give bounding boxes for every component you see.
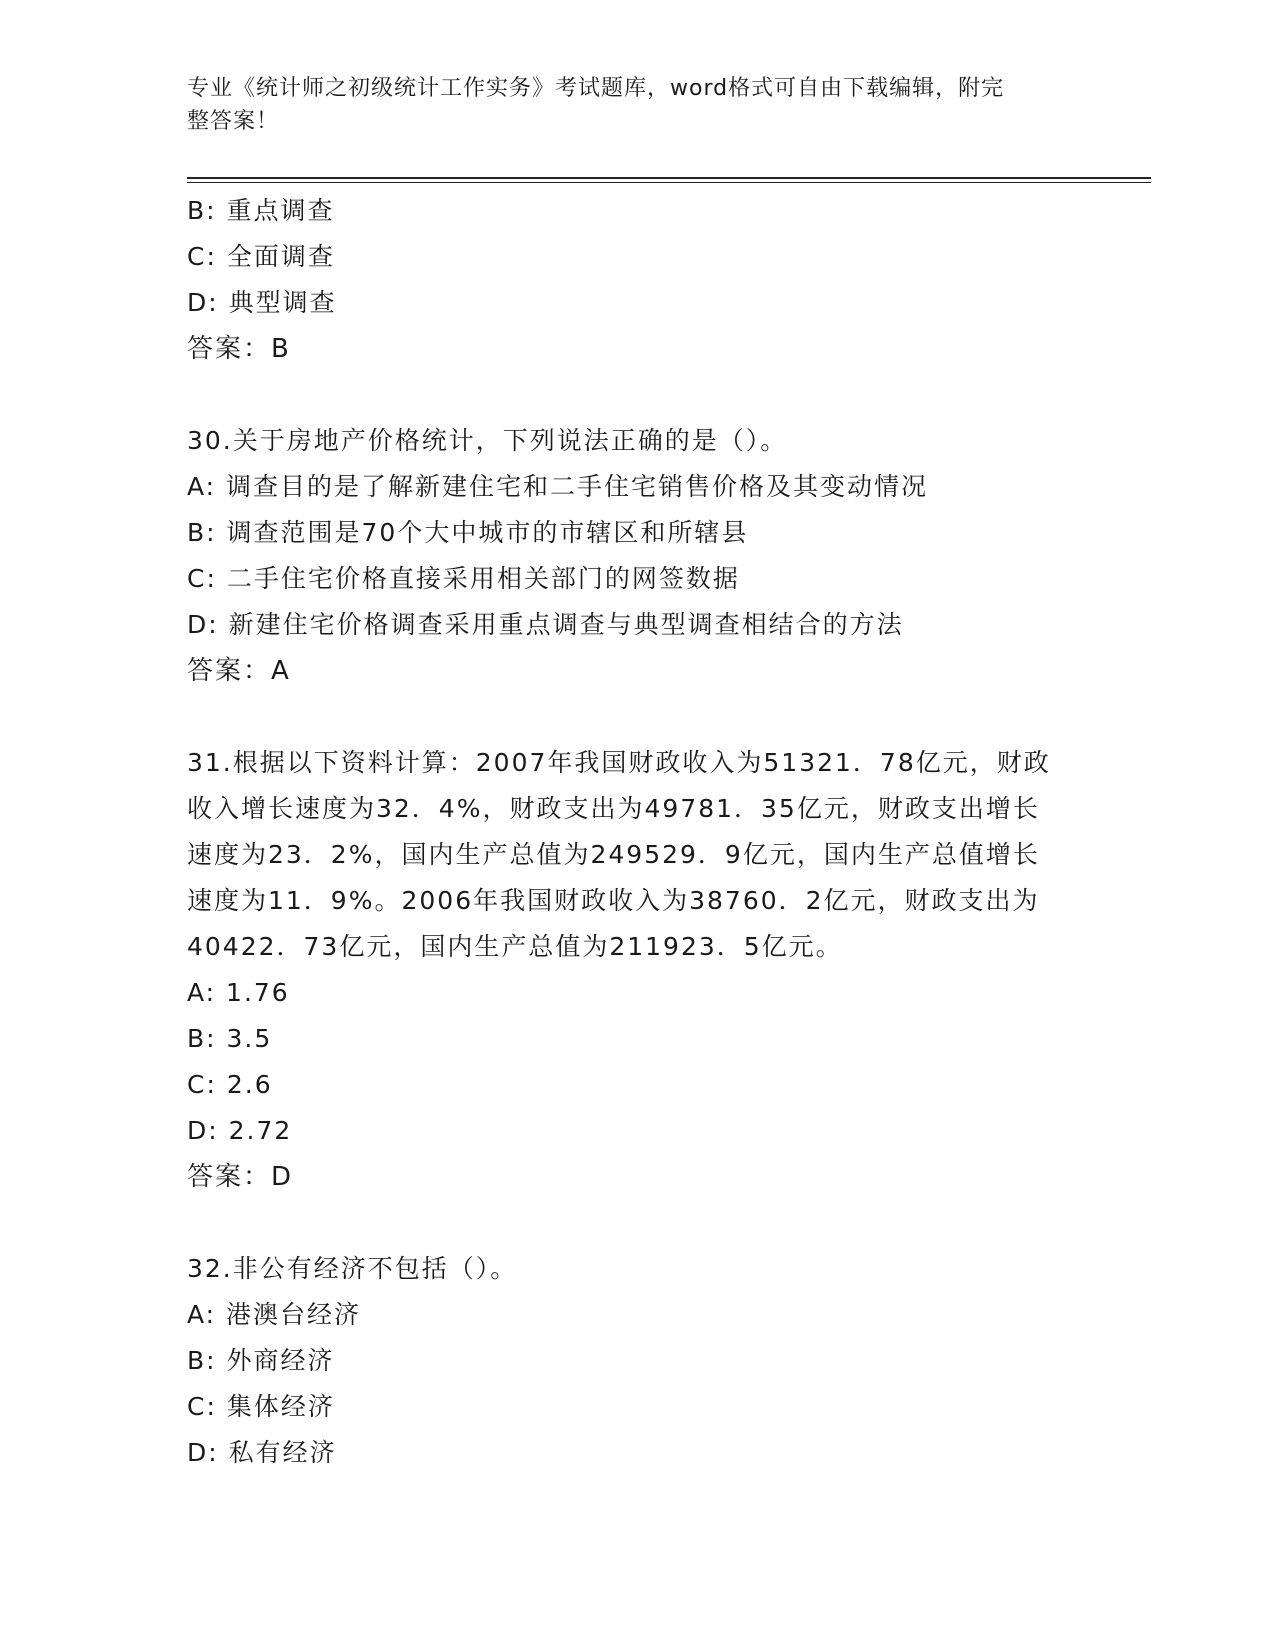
question-text-line: 收入增长速度为32．4%，财政支出为49781．35亿元，财政支出增长 (187, 794, 1040, 823)
option-c: C: 全面调查 (187, 242, 335, 271)
option-b: B: 3.5 (187, 1024, 273, 1053)
question-text: 32.非公有经济不包括（）。 (187, 1254, 518, 1283)
answer: 答案：B (187, 334, 291, 364)
question-31 (187, 740, 1087, 1200)
header-line-2: 整答案！ (187, 109, 280, 134)
header-rule-thick (187, 177, 1151, 179)
question-text-line: 速度为11．9%。2006年我国财政收入为38760．2亿元，财政支出为 (187, 886, 1040, 915)
answer: 答案：D (187, 1162, 294, 1192)
option-c: C: 集体经济 (187, 1392, 335, 1421)
option-a: A: 1.76 (187, 978, 290, 1007)
question-32 (187, 1246, 1087, 1476)
option-b: B: 调查范围是70个大中城市的市辖区和所辖县 (187, 518, 749, 547)
answer: 答案：A (187, 656, 291, 686)
option-d: D: 新建住宅价格调查采用重点调查与典型调查相结合的方法 (187, 610, 904, 639)
option-d: D: 典型调查 (187, 288, 337, 317)
question-text-line: 40422．73亿元，国内生产总值为211923．5亿元。 (187, 932, 843, 961)
option-c: C: 2.6 (187, 1070, 273, 1099)
option-d: D: 2.72 (187, 1116, 293, 1145)
document-header (187, 72, 1067, 138)
option-d: D: 私有经济 (187, 1438, 337, 1467)
question-content (187, 188, 1087, 1476)
option-c: C: 二手住宅价格直接采用相关部门的网签数据 (187, 564, 740, 593)
option-a: A: 港澳台经济 (187, 1300, 362, 1329)
header-rule-thin (187, 182, 1151, 183)
question-text: 30.关于房地产价格统计，下列说法正确的是（）。 (187, 426, 788, 455)
option-b: B: 重点调查 (187, 196, 335, 225)
header-line-1: 专业《统计师之初级统计工作实务》考试题库，word格式可自由下载编辑，附完 (187, 76, 1005, 101)
question-29 (187, 188, 1087, 372)
question-text-line: 31.根据以下资料计算：2007年我国财政收入为51321．78亿元，财政 (187, 748, 1051, 777)
option-b: B: 外商经济 (187, 1346, 335, 1375)
question-text-line: 速度为23．2%，国内生产总值为249529．9亿元，国内生产总值增长 (187, 840, 1040, 869)
question-30 (187, 418, 1087, 694)
option-a: A: 调查目的是了解新建住宅和二手住宅销售价格及其变动情况 (187, 472, 929, 501)
